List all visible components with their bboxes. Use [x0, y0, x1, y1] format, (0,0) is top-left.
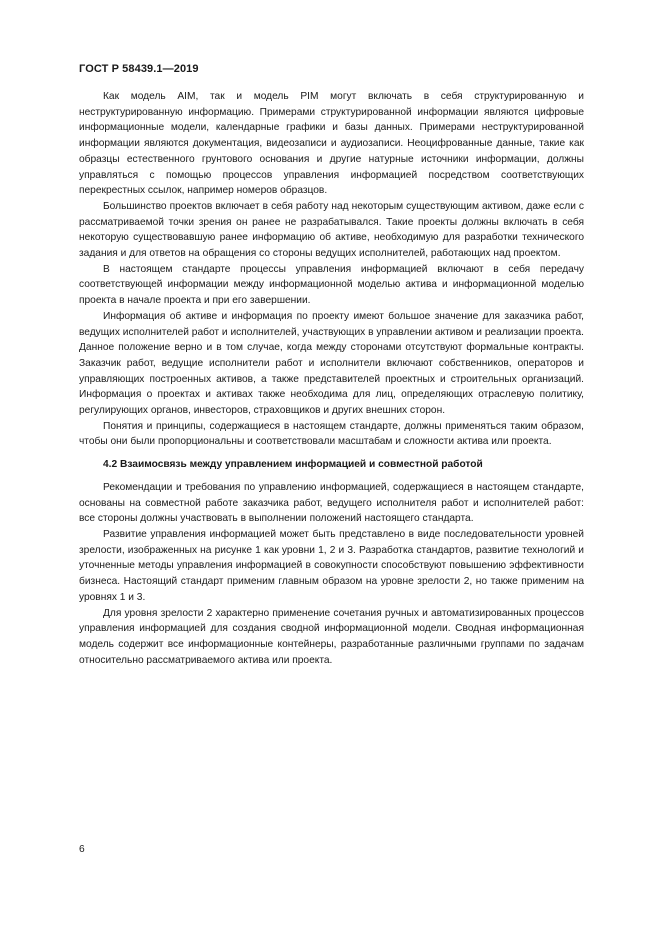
paragraph: Рекомендации и требования по управлению информацией, содержащиеся в настоящем стандарте, основаны на совместной работе заказчика работ, ведущего исполнителя работ и исполнителей работ: все стороны должны участвовать в выполнении положений настоящего стандарта.: [79, 481, 584, 525]
paragraph: В настоящем стандарте процессы управления информацией включают в себя передачу соответствующей информации между информационной моделью актива и информационной моделью проекта в начале проекта и при его завершении.: [79, 263, 584, 307]
paragraph: Информация об активе и информация по проекту имеют большое значение для заказчика работ, ведущих исполнителей работ и исполнителей, участвующих в управлении активом и реализации проекта. Данное положение верно и в том случае, когда между сторонами отсутствуют формальные контракты. Заказчик работ, ведущие исполнители работ и исполнители включают собственников, операторов и управляющих построенных активов, а также представителей проектных и строительных организаций. Информация о проектах и активах также необходима для лиц, определяющих отраслевую политику, регулирующих органов, инвесторов, страховщиков и других внешних сторон.: [79, 310, 584, 417]
paragraph: Для уровня зрелости 2 характерно применение сочетания ручных и автоматизированных процессов управления информацией для создания сводной информационной модели. Сводная информационная модель содержит все информационные контейнеры, разработанные различными группами по задачам относительно рассматриваемого актива или проекта.: [79, 607, 584, 666]
paragraph: Как модель AIM, так и модель PIM могут включать в себя структурированную и неструктурированную информацию. Примерами структурированной информации являются цифровые информационные модели, календарные графики и базы данных. Примерами неструктурированной информации являются документация, видеозаписи и аудиозаписи. Неоцифрованные данные, такие как образцы естественного грунтового основания и другие натурные источники информации, должны управляться с помощью процессов управления информацией посредством соответствующих перекрестных ссылок, например номеров образцов.: [79, 91, 584, 197]
paragraph: Большинство проектов включает в себя работу над некоторым существующим активом, даже если с рассматриваемой точки зрения он ранее не разрабатывался. Такие проекты должны включать в себя некоторую существовавшую ранее информацию об активе, необходимую для разработки технического задания и для ответов на обращения со стороны ведущих исполнителей, работающих над проектом.: [79, 200, 584, 260]
page-number: 6: [79, 844, 85, 855]
paragraph: Развитие управления информацией может быть представлено в виде последовательности уровней зрелости, изображенных на рисунке 1 как уровни 1, 2 и 3. Разработка стандартов, развитие технологий и уточненные методы управления информацией в совокупности способствуют повышению эффективности бизнеса. Настоящий стандарт применим главным образом на уровне зрелости 2, но также применим на уровнях 1 и 3.: [79, 528, 584, 603]
section-heading: 4.2 Взаимосвязь между управлением информацией и совместной работой: [103, 459, 483, 471]
paragraph: Понятия и принципы, содержащиеся в настоящем стандарте, должны применяться таким образом, чтобы они были пропорциональны и соответствовали масштабам и сложности актива или проекта.: [79, 420, 584, 448]
page-content: [79, 89, 584, 668]
document-code-header: ГОСТ Р 58439.1—2019: [79, 63, 199, 75]
